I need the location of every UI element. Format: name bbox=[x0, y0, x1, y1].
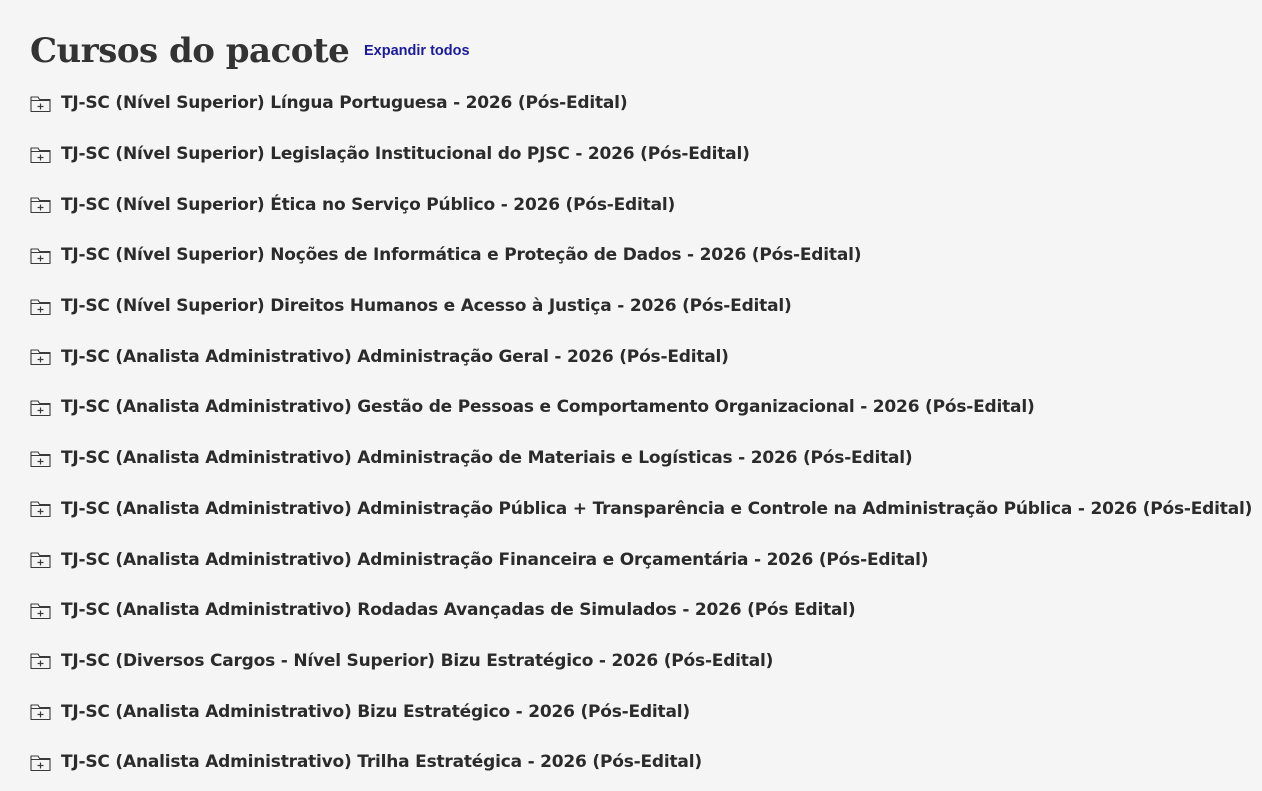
course-item-9[interactable] bbox=[30, 484, 1253, 535]
folder-plus-icon[interactable] bbox=[30, 348, 51, 366]
folder-plus-icon[interactable] bbox=[30, 247, 51, 265]
course-item-1[interactable] bbox=[30, 78, 1240, 129]
folder-plus-icon[interactable] bbox=[30, 399, 51, 417]
course-item-10[interactable] bbox=[30, 534, 1240, 585]
course-item-11[interactable] bbox=[30, 585, 1240, 636]
course-label[interactable]: TJ-SC (Analista Administrativo) Trilha Estratégica - 2026 (Pós-Edital) bbox=[61, 752, 702, 773]
folder-plus-icon[interactable] bbox=[30, 754, 51, 772]
course-label[interactable]: TJ-SC (Nível Superior) Legislação Institucional do PJSC - 2026 (Pós-Edital) bbox=[61, 144, 750, 165]
course-item-2[interactable] bbox=[30, 129, 1240, 180]
course-item-8[interactable] bbox=[30, 433, 1240, 484]
course-label[interactable]: TJ-SC (Nível Superior) Ética no Serviço Público - 2026 (Pós-Edital) bbox=[61, 194, 676, 215]
course-list bbox=[30, 78, 1253, 788]
course-item-4[interactable] bbox=[30, 230, 1240, 281]
course-label[interactable]: TJ-SC (Analista Administrativo) Administração Financeira e Orçamentária - 2026 (Pós-Edital) bbox=[61, 549, 929, 570]
course-item-6[interactable] bbox=[30, 331, 1240, 382]
folder-plus-icon[interactable] bbox=[30, 95, 51, 113]
folder-plus-icon[interactable] bbox=[30, 652, 51, 670]
folder-plus-icon[interactable] bbox=[30, 146, 51, 164]
folder-plus-icon[interactable] bbox=[30, 703, 51, 721]
course-item-12[interactable] bbox=[30, 636, 1240, 687]
course-label[interactable]: TJ-SC (Nível Superior) Direitos Humanos e Acesso à Justiça - 2026 (Pós-Edital) bbox=[61, 296, 792, 317]
course-item-3[interactable] bbox=[30, 179, 1240, 230]
folder-plus-icon[interactable] bbox=[30, 196, 51, 214]
course-label[interactable]: TJ-SC (Analista Administrativo) Gestão de Pessoas e Comportamento Organizacional - 2026 (Pós-Edital) bbox=[61, 397, 1035, 418]
course-label[interactable]: TJ-SC (Analista Administrativo) Administração Geral - 2026 (Pós-Edital) bbox=[61, 346, 729, 367]
course-label[interactable]: TJ-SC (Nível Superior) Noções de Informática e Proteção de Dados - 2026 (Pós-Edital) bbox=[61, 245, 862, 266]
page-title: Cursos do pacote bbox=[30, 31, 350, 71]
course-item-7[interactable] bbox=[30, 382, 1240, 433]
course-label[interactable]: TJ-SC (Analista Administrativo) Bizu Estratégico - 2026 (Pós-Edital) bbox=[61, 701, 690, 722]
folder-plus-icon[interactable] bbox=[30, 602, 51, 620]
folder-plus-icon[interactable] bbox=[30, 450, 51, 468]
course-item-14[interactable] bbox=[30, 737, 1240, 788]
folder-plus-icon[interactable] bbox=[30, 551, 51, 569]
course-label[interactable]: TJ-SC (Nível Superior) Língua Portuguesa - 2026 (Pós-Edital) bbox=[61, 93, 628, 114]
course-label[interactable]: TJ-SC (Analista Administrativo) Administração de Materiais e Logísticas - 2026 (Pós-Edital) bbox=[61, 448, 913, 469]
course-label[interactable]: TJ-SC (Analista Administrativo) Administração Pública + Transparência e Controle na Administração Pública - 2026 (Pós-Edital) bbox=[61, 498, 1253, 519]
course-label[interactable]: TJ-SC (Diversos Cargos - Nível Superior) Bizu Estratégico - 2026 (Pós-Edital) bbox=[61, 650, 774, 671]
folder-plus-icon[interactable] bbox=[30, 298, 51, 316]
folder-plus-icon[interactable] bbox=[30, 500, 51, 518]
course-item-5[interactable] bbox=[30, 281, 1240, 332]
course-item-13[interactable] bbox=[30, 686, 1240, 737]
expand-all-button[interactable]: Expandir todos bbox=[364, 43, 470, 59]
course-label[interactable]: TJ-SC (Analista Administrativo) Rodadas Avançadas de Simulados - 2026 (Pós Edital) bbox=[61, 600, 856, 621]
page-header bbox=[30, 26, 349, 76]
